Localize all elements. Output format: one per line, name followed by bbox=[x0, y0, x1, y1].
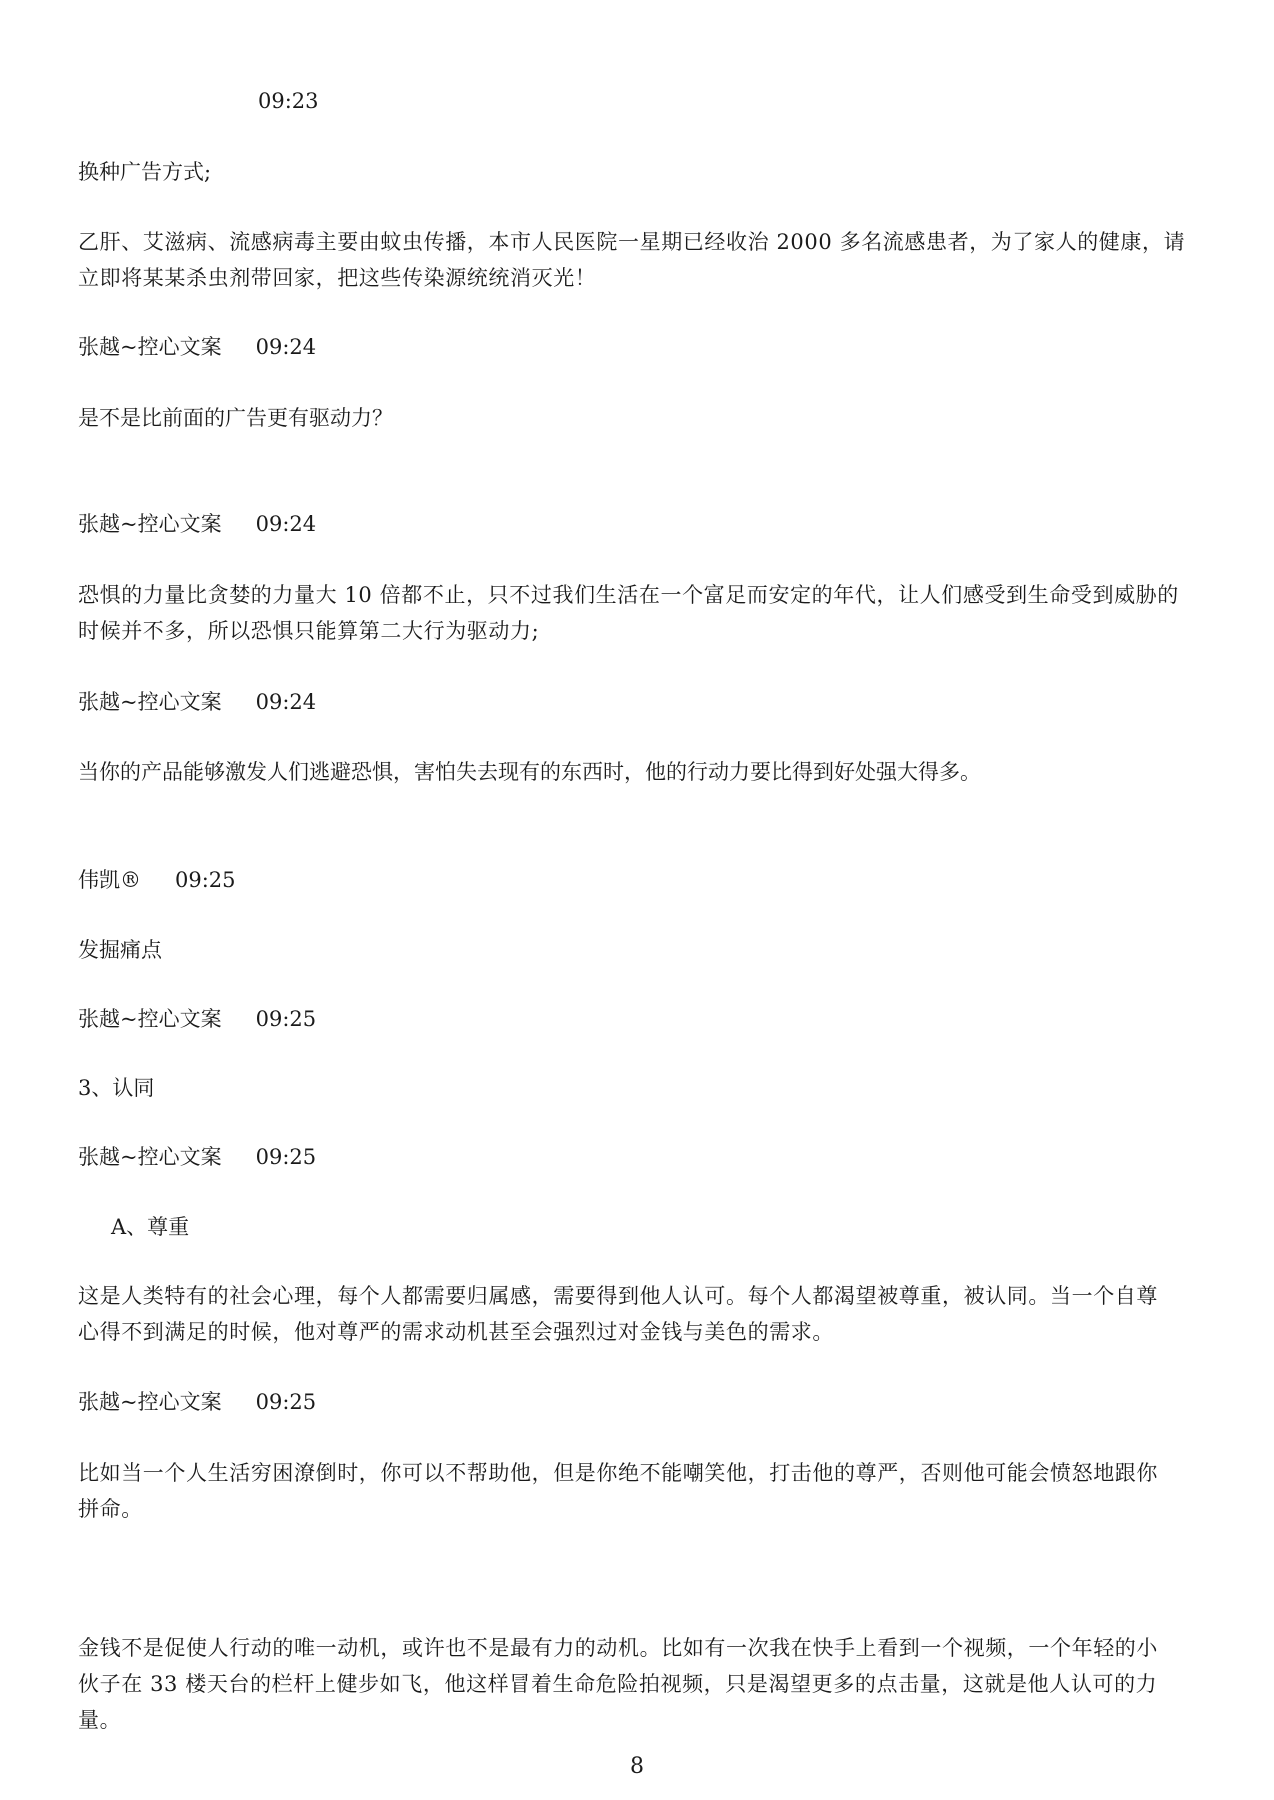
message-text: 换种广告方式; bbox=[78, 160, 212, 184]
message-text: 发掘痛点 bbox=[78, 938, 162, 962]
time: 09:24 bbox=[255, 335, 317, 359]
sender-name: 张越~控心文案 bbox=[78, 512, 222, 536]
message-text: A、尊重 bbox=[111, 1215, 190, 1239]
message-text: 金钱不是促使人行动的唯一动机，或许也不是最有力的动机。比如有一次我在快手上看到一个视频，一个年轻的小 伙子在 33 楼天台的栏杆上健步如飞，他这样冒着生命危险拍视频，只是渴望更多的点击量，这就是他人认可的力量。 bbox=[78, 1636, 1202, 1732]
time: 09:24 bbox=[255, 690, 317, 714]
sender-name: 张越~控心文案 bbox=[78, 1390, 222, 1414]
message-text: 乙肝、艾滋病、流感病毒主要由蚊虫传播，本市人民医院一星期已经收治 2000 多名流感患者，为了家人的健康，请立即将某某杀虫剂带回家，把这些传染源统统消灭光！ bbox=[78, 230, 1186, 290]
sender-name: 张越~控心文案 bbox=[78, 1007, 222, 1031]
page-number: 8 bbox=[630, 1754, 644, 1779]
time: 09:25 bbox=[255, 1145, 317, 1169]
message-timestamp bbox=[258, 83, 319, 119]
message-text: 3、认同 bbox=[78, 1076, 155, 1100]
message-header bbox=[78, 862, 236, 898]
message-text: 这是人类特有的社会心理，每个人都需要归属感，需要得到他人认可。每个人都渴望被尊重，被认同。当一个自尊 心得不到满足的时候，他对尊严的需求动机甚至会强烈过对金钱与美色的需求。 bbox=[78, 1284, 1202, 1344]
message-text: 比如当一个人生活穷困潦倒时，你可以不帮助他，但是你绝不能嘲笑他，打击他的尊严，否则他可能会愤怒地跟你 拼命。 bbox=[78, 1461, 1202, 1521]
time: 09:23 bbox=[258, 89, 319, 113]
sender-name: 伟凯® bbox=[78, 868, 141, 892]
message-text: 当你的产品能够激发人们逃避恐惧，害怕失去现有的东西时，他的行动力要比得到好处强大得多。 bbox=[78, 760, 981, 784]
time: 09:24 bbox=[255, 512, 317, 536]
sender-name: 张越~控心文案 bbox=[78, 1145, 222, 1169]
sender-name: 张越~控心文案 bbox=[78, 690, 222, 714]
time: 09:25 bbox=[175, 868, 236, 892]
message-header bbox=[78, 1001, 316, 1037]
message-header bbox=[78, 506, 316, 542]
message-text: 恐惧的力量比贪婪的力量大 10 倍都不止，只不过我们生活在一个富足而安定的年代，让人们感受到生命受到威胁的时候并不多，所以恐惧只能算第二大行为驱动力; bbox=[78, 583, 1179, 643]
message-header bbox=[78, 1384, 316, 1420]
message-text: 是不是比前面的广告更有驱动力？ bbox=[78, 406, 393, 430]
message-header bbox=[78, 684, 316, 720]
time: 09:25 bbox=[255, 1390, 317, 1414]
time: 09:25 bbox=[255, 1007, 317, 1031]
sender-name: 张越~控心文案 bbox=[78, 335, 222, 359]
message-header bbox=[78, 1139, 316, 1175]
message-header bbox=[78, 329, 316, 365]
